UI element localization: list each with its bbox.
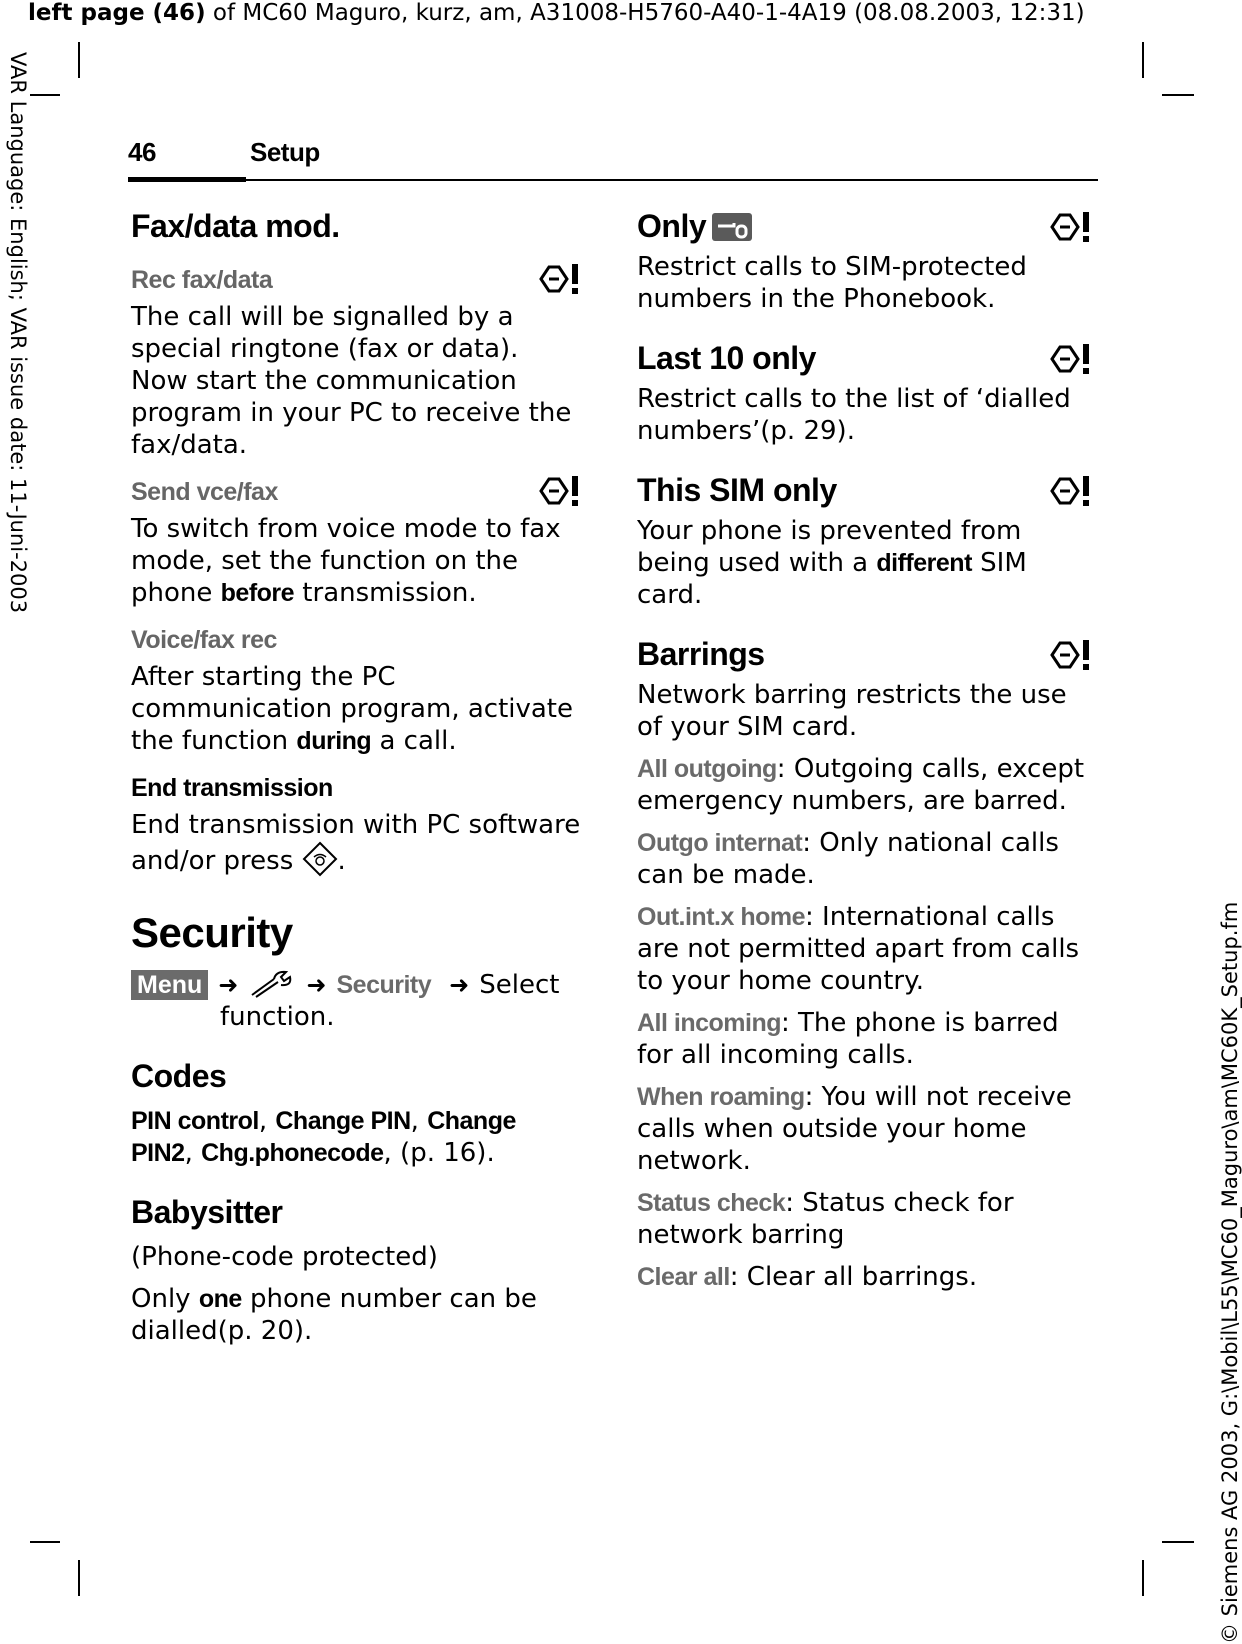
send-vce-fax-label: Send vce/fax xyxy=(131,478,278,506)
last-10-only-heading: Last 10 only xyxy=(637,337,1092,379)
this-sim-only-heading: This SIM only xyxy=(637,469,1092,511)
header-rule-accent xyxy=(128,177,246,182)
crop-mark xyxy=(78,42,80,78)
menu-select-text: Select xyxy=(479,970,560,1000)
barring-item: When roaming: You will not receive calls when outside your home network. xyxy=(637,1082,1072,1176)
crop-mark xyxy=(30,1541,60,1543)
end-transmission-text: End transmission with PC software and/or press . xyxy=(131,810,581,876)
voice-fax-rec-subheading: Voice/fax rec xyxy=(131,626,277,654)
menu-security-item: Security xyxy=(336,971,432,999)
menu-function-text: function. xyxy=(220,1002,335,1032)
fax-data-heading: Fax/data mod. xyxy=(131,208,340,244)
network-service-icon xyxy=(1048,637,1092,673)
network-service-icon xyxy=(1048,473,1092,509)
crop-mark xyxy=(78,1560,80,1596)
rec-fax-data-label: Rec fax/data xyxy=(131,266,273,294)
arrow-icon: ➜ xyxy=(449,971,470,999)
send-vce-fax-subheading xyxy=(131,475,581,509)
section-title: Setup xyxy=(250,137,320,167)
this-sim-only-text: Your phone is prevented from being used with a different SIM card. xyxy=(637,516,1027,610)
last-10-only-text: Restrict calls to the list of ‘dialled numbers’(p. 29). xyxy=(637,384,1071,446)
barrings-text: Network barring restricts the use of your SIM card. xyxy=(637,680,1067,742)
right-column xyxy=(637,205,1092,1293)
left-column xyxy=(131,205,581,1347)
side-annotation-left xyxy=(2,52,32,612)
slug-page-ref: left page (46) xyxy=(28,0,206,26)
only-sim-text: Restrict calls to SIM-protected numbers in the Phonebook. xyxy=(637,252,1027,314)
side-annotation-left-text: VAR Language: English; VAR issue date: 11-Juni-2003 xyxy=(6,52,30,614)
barrings-heading: Barrings xyxy=(637,633,1092,675)
wrench-icon xyxy=(248,969,296,999)
network-service-icon xyxy=(537,261,581,297)
only-sim-heading: Only xyxy=(637,205,1092,247)
side-annotation-right-text: © Siemens AG 2003, G:\Mobil\L55\MC60_Maguro\am\MC60K_Setup.fm xyxy=(1218,901,1242,1644)
crop-mark xyxy=(30,94,60,96)
barring-item: All outgoing: Outgoing calls, except emergency numbers, are barred. xyxy=(637,754,1085,816)
codes-list: PIN control, Change PIN, Change PIN2, Chg.phonecode, (p. 16). xyxy=(131,1106,516,1168)
barring-item: All incoming: The phone is barred for all incoming calls. xyxy=(637,1008,1059,1070)
menu-key: Menu xyxy=(131,970,208,1000)
menu-path xyxy=(131,969,581,1033)
rec-fax-data-subheading xyxy=(131,263,581,297)
network-service-icon xyxy=(537,473,581,509)
network-service-icon xyxy=(1048,341,1092,377)
crop-mark xyxy=(1142,42,1144,78)
barring-item: Status check: Status check for network barring xyxy=(637,1188,1014,1250)
print-slug-line xyxy=(0,0,1226,30)
page-number: 46 xyxy=(128,137,156,167)
security-heading: Security xyxy=(131,909,293,956)
codes-heading: Codes xyxy=(131,1058,227,1094)
slug-details: of MC60 Maguro, kurz, am, A31008-H5760-A40-1-4A19 (08.08.2003, 12:31) xyxy=(205,0,1085,26)
babysitter-heading: Babysitter xyxy=(131,1194,283,1230)
rec-fax-data-text: The call will be signalled by a special ringtone (fax or data). Now start the communication program in your PC to receive the fax/data. xyxy=(131,302,572,460)
arrow-icon: ➜ xyxy=(306,971,327,999)
barring-item: Out.int.x home: International calls are not permitted apart from calls to your home country. xyxy=(637,902,1080,996)
sim-key-icon xyxy=(712,213,752,241)
babysitter-note: (Phone-code protected) xyxy=(131,1242,438,1272)
arrow-icon: ➜ xyxy=(218,971,239,999)
page-header xyxy=(128,133,1098,183)
babysitter-text: Only one phone number can be dialled(p. 20). xyxy=(131,1284,537,1346)
crop-mark xyxy=(1162,94,1194,96)
send-vce-fax-text: To switch from voice mode to fax mode, set the function on the phone before transmission. xyxy=(131,514,561,608)
crop-mark xyxy=(1162,1541,1194,1543)
barring-item: Clear all: Clear all barrings. xyxy=(637,1262,978,1292)
end-call-key-icon xyxy=(302,841,338,877)
crop-mark xyxy=(1142,1560,1144,1596)
header-rule xyxy=(128,179,1098,181)
voice-fax-rec-text: After starting the PC communication program, activate the function during a call. xyxy=(131,662,573,756)
end-transmission-subheading: End transmission xyxy=(131,774,333,802)
barring-item: Outgo internat: Only national calls can be made. xyxy=(637,828,1059,890)
network-service-icon xyxy=(1048,209,1092,245)
